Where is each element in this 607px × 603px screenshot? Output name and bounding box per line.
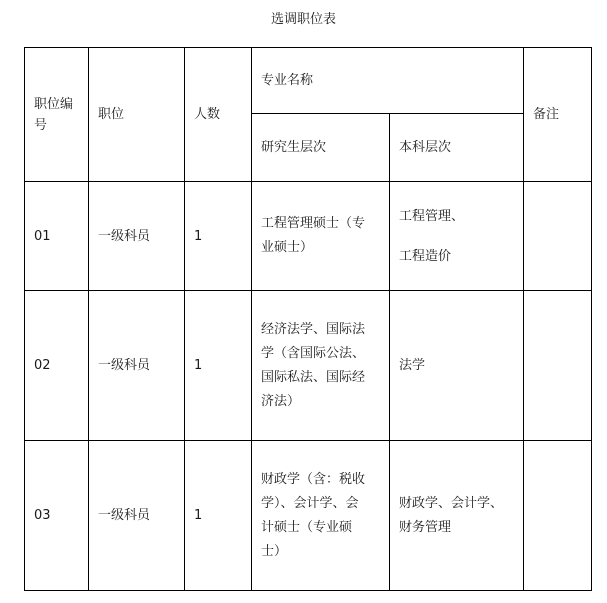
positions-table xyxy=(24,47,592,591)
header-position: 职位 xyxy=(89,48,185,182)
undergraduate-major-line: 财政学、会计学、 xyxy=(399,495,504,511)
graduate-major-line: 学）、会计学、会 xyxy=(261,495,359,511)
graduate-major-line: 国际私法、国际经 xyxy=(261,369,366,385)
graduate-major-line: 济法） xyxy=(261,393,301,409)
header-notes: 备注 xyxy=(524,48,592,182)
cell-notes xyxy=(524,182,592,291)
cell-position: 一级科员 xyxy=(89,291,185,441)
undergraduate-major-line: 工程管理、 xyxy=(399,208,465,224)
header-position-code-line: 职位编 xyxy=(34,96,74,112)
cell-undergraduate-major xyxy=(390,182,524,291)
graduate-major-line: 学（含国际公法、 xyxy=(261,345,366,361)
graduate-major-line: 业硕士） xyxy=(261,240,314,255)
undergraduate-major-line: 工程造价 xyxy=(399,248,452,264)
graduate-major-line: 财政学（含：税收 xyxy=(261,471,366,487)
header-graduate-level: 研究生层次 xyxy=(252,114,390,182)
table-row xyxy=(25,182,592,291)
header-position-code xyxy=(25,48,89,182)
undergraduate-major-line: 法学 xyxy=(399,358,426,373)
table-row xyxy=(25,291,592,441)
table-row xyxy=(25,441,592,591)
cell-graduate-major xyxy=(252,182,390,291)
header-major-name: 专业名称 xyxy=(252,48,524,114)
cell-headcount: 1 xyxy=(185,441,252,591)
cell-position: 一级科员 xyxy=(89,182,185,291)
cell-position: 一级科员 xyxy=(89,441,185,591)
cell-code: 02 xyxy=(25,291,89,441)
table-title: 选调职位表 xyxy=(270,12,336,27)
cell-code: 03 xyxy=(25,441,89,591)
cell-graduate-major xyxy=(252,441,390,591)
header-row xyxy=(25,48,592,114)
graduate-major-line: 计硕士（专业硕 xyxy=(261,519,353,535)
header-headcount: 人数 xyxy=(185,48,252,182)
header-undergraduate-level: 本科层次 xyxy=(390,114,524,182)
graduate-major-line: 工程管理硕士（专 xyxy=(261,216,366,231)
undergraduate-major-line: 财务管理 xyxy=(399,519,452,535)
cell-undergraduate-major xyxy=(390,291,524,441)
cell-headcount: 1 xyxy=(185,182,252,291)
graduate-major-line: 士） xyxy=(261,543,288,559)
graduate-major-line: 经济法学、国际法 xyxy=(261,321,366,337)
cell-code: 01 xyxy=(25,182,89,291)
cell-notes xyxy=(524,441,592,591)
cell-notes xyxy=(524,291,592,441)
cell-undergraduate-major xyxy=(390,441,524,591)
cell-graduate-major xyxy=(252,291,390,441)
header-position-code-line: 号 xyxy=(34,117,48,133)
cell-headcount: 1 xyxy=(185,291,252,441)
